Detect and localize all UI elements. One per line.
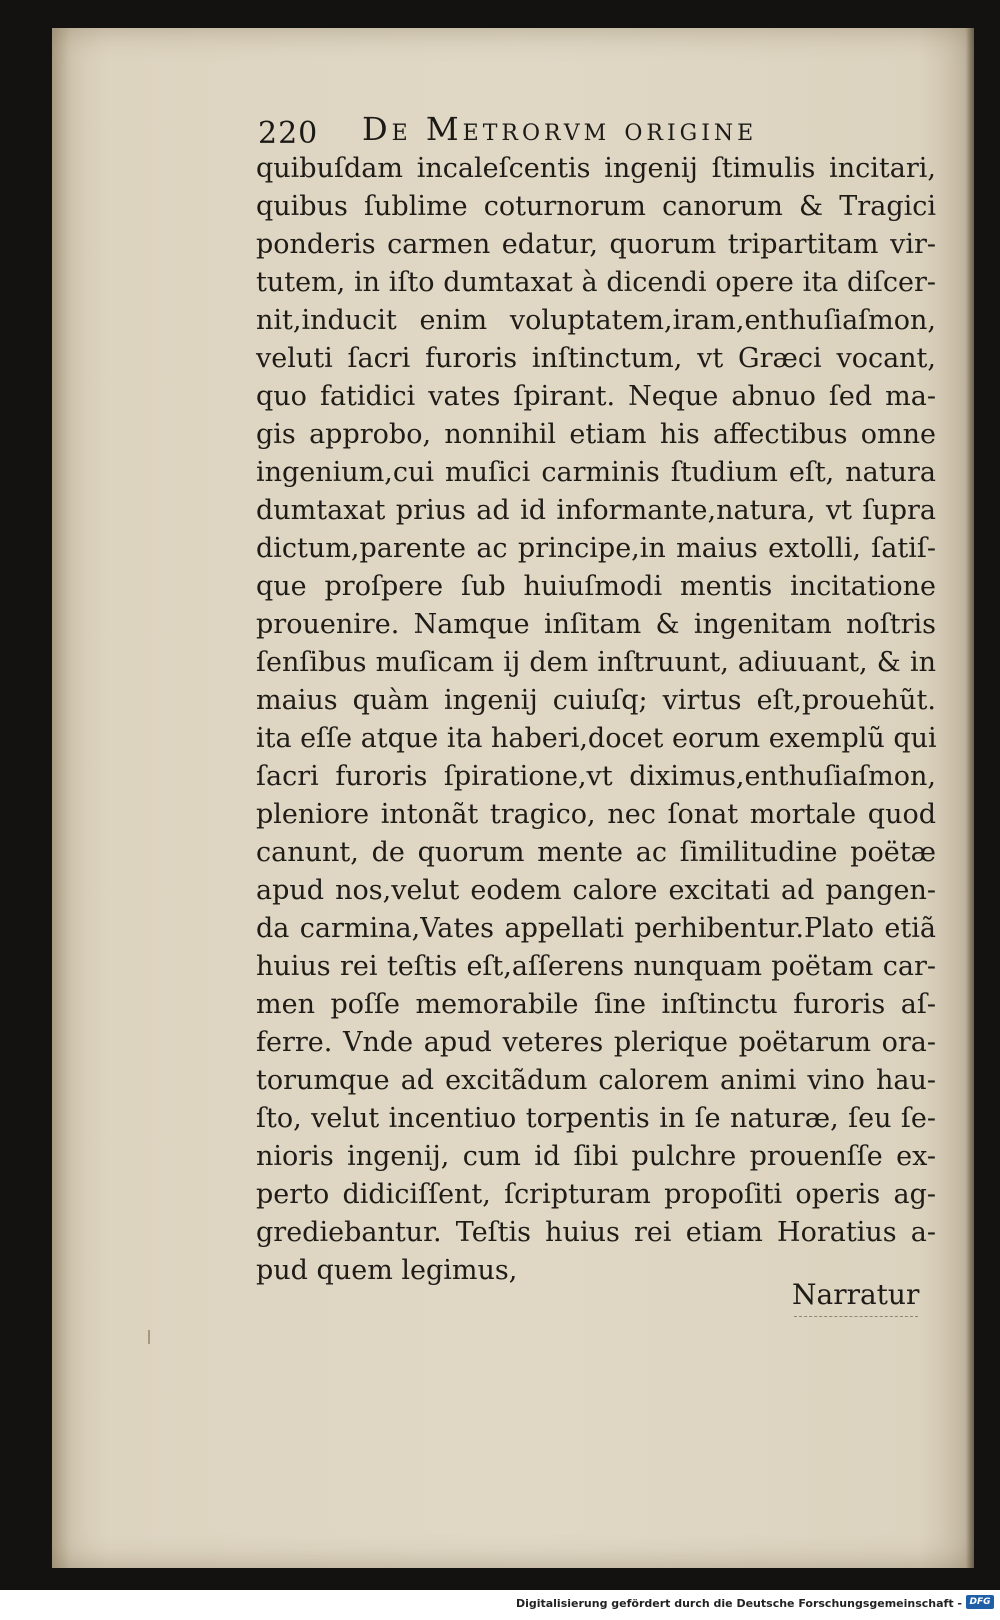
catchword-underline [794,1316,918,1317]
text-line: dumtaxat prius ad id informante,natura, vt ſupra [256,495,936,526]
text-line: torumque ad excitãdum calorem animi vino hau- [256,1065,936,1096]
text-line: ingenium,cui muſici carminis ſtudium eſt, natura [256,457,936,488]
margin-mark [148,1330,150,1344]
text-line: veluti ſacri furoris inſtinctum, vt Græci vocant, [256,343,936,374]
text-line: huius rei teſtis eſt,aſſerens nunquam poëtam car- [256,951,936,982]
catchword: Narratur [792,1278,920,1311]
dfg-logo-icon[interactable]: DFG [966,1595,994,1609]
footer-bar [0,1590,1000,1620]
text-line: apud nos,velut eodem calore excitati ad pangen- [256,875,936,906]
text-line: quibuſdam incaleſcentis ingenij ſtimulis incitari, [256,153,936,184]
text-line: prouenire. Namque inſitam & ingenitam noſtris [256,609,936,640]
text-line: que proſpere ſub huiuſmodi mentis incitatione [256,571,936,602]
page-number: 220 [258,116,319,151]
text-line: quibus ſublime coturnorum canorum & Tragici [256,191,936,222]
text-line: dictum,parente ac principe,in maius extolli, ſatiſ- [256,533,936,564]
text-line: nit,inducit enim voluptatem,iram,enthuſiaſmon, [256,305,936,336]
text-line: ſto, velut incentiuo torpentis in ſe naturæ, ſeu ſe- [256,1103,936,1134]
text-line: ſacri furoris ſpiratione,vt diximus,enthuſiaſmon, [256,761,936,792]
text-line: ita eſſe atque ita haberi,docet eorum exemplũ qui [256,723,937,754]
text-line: da carmina,Vates appellati perhibentur.Plato etiã [256,913,936,944]
text-line: maius quàm ingenij cuiuſq; virtus eſt,prouehũt. [256,685,936,716]
text-line: tutem, in iſto dumtaxat à dicendi opere ita diſcer- [256,267,936,298]
body-text [256,150,936,1290]
text-line: ponderis carmen edatur, quorum tripartitam vir- [256,229,936,260]
text-line: gis approbo, nonnihil etiam his affectibus omne [256,419,936,450]
text-line: quo fatidici vates ſpirant. Neque abnuo ſed ma- [256,381,936,412]
text-line: canunt, de quorum mente ac ſimilitudine poëtæ [256,837,936,868]
text-line: pleniore intonãt tragico, nec ſonat mortale quod [256,799,936,830]
text-line: grediebantur. Teſtis huius rei etiam Horatius a- [256,1217,936,1248]
text-line: nioris ingenij, cum id ſibi pulchre prouenſſe ex- [256,1141,936,1172]
text-line: men poſſe memorabile ſine inſtinctu furoris aſ- [256,989,936,1020]
text-line: pud quem legimus, [256,1255,518,1286]
text-line: ſenſibus muſicam ij dem inſtruunt, adiuuant, & in [256,647,936,678]
page-header [258,108,878,151]
running-title: De Metrorvm origine [362,110,758,148]
funding-credit: Digitalisierung gefördert durch die Deutsche Forschungsgemeinschaft - [515,1597,962,1610]
text-line: ferre. Vnde apud veteres plerique poëtarum ora- [256,1027,936,1058]
text-line: perto didiciſſent, ſcripturam propoſiti operis ag- [256,1179,936,1210]
